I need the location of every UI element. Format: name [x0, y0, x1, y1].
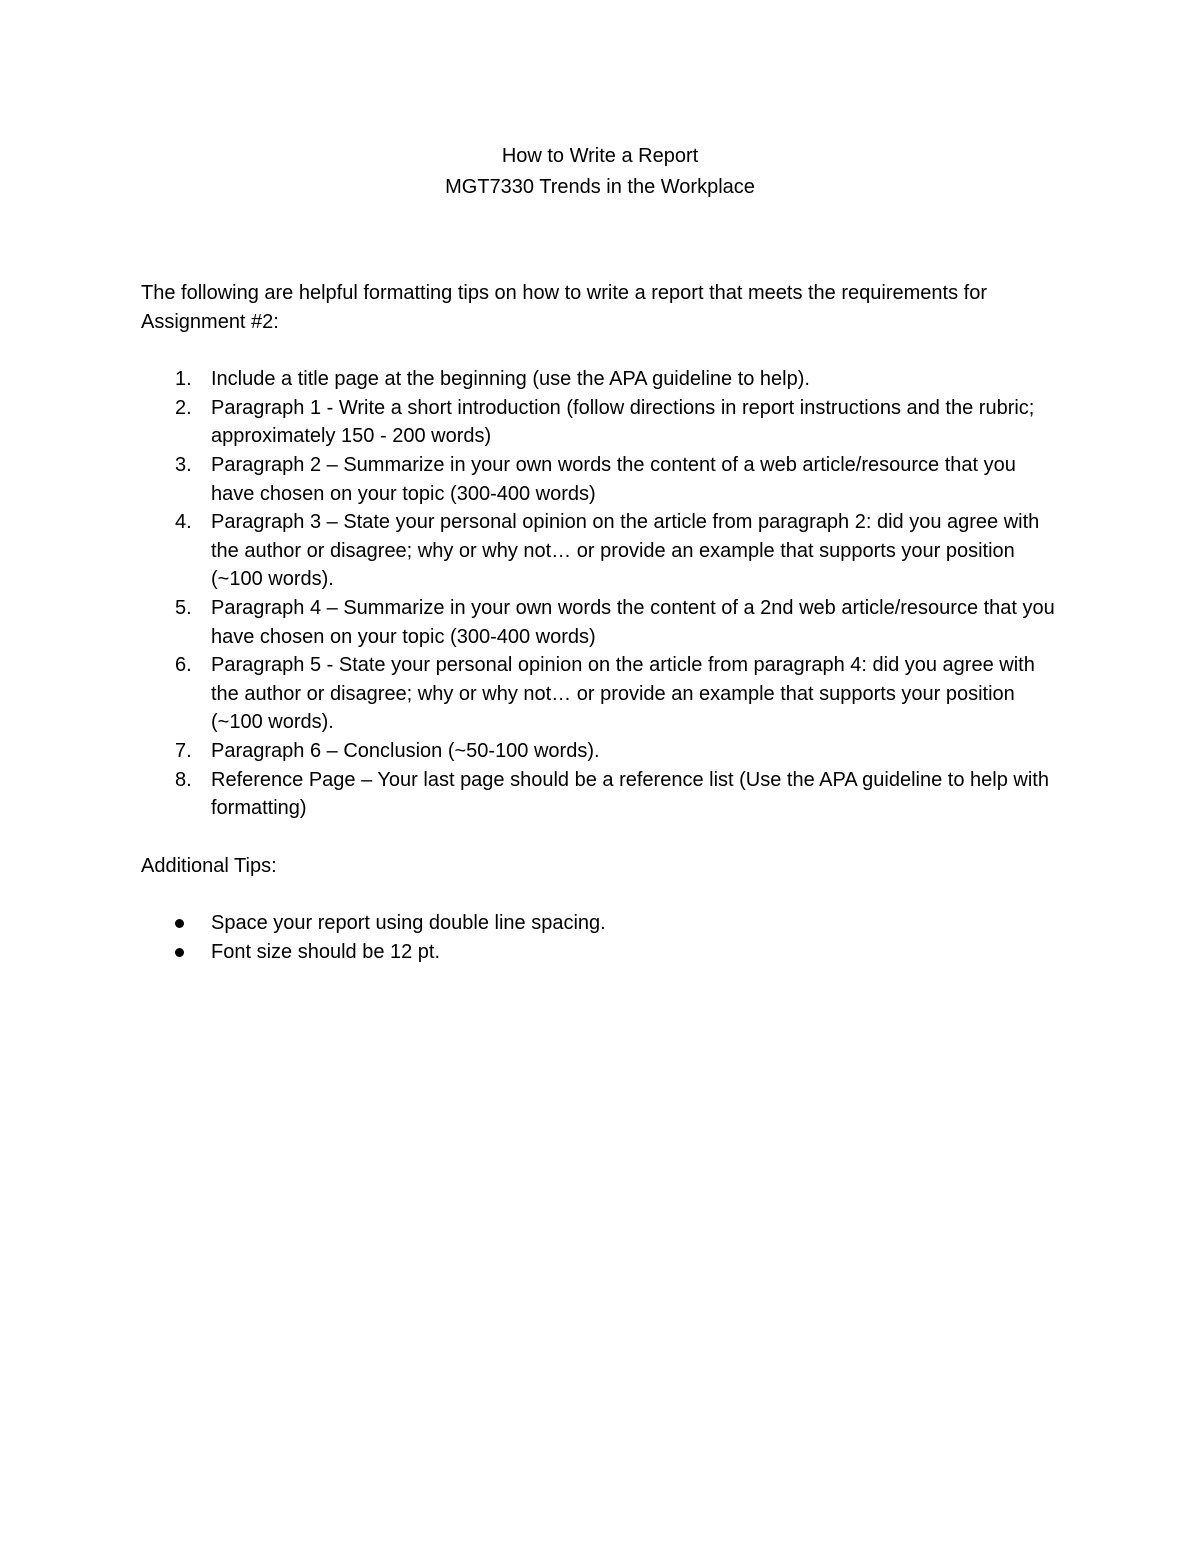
title-block: [0, 141, 1200, 203]
list-item: [141, 451, 1061, 508]
list-item-number: 6.: [175, 654, 192, 677]
steps-list: [141, 365, 1061, 823]
list-item-number: 7.: [175, 739, 192, 762]
tips-list: [141, 909, 1061, 966]
document-body: [141, 279, 1061, 966]
list-item-number: 4.: [175, 511, 192, 534]
list-item: [141, 594, 1061, 651]
list-item: [141, 508, 1061, 594]
intro-paragraph: The following are helpful formatting tips on how to write a report that meets the requirements for Assignment #2:: [141, 282, 987, 333]
list-item-text: Paragraph 6 – Conclusion (~50-100 words).: [211, 739, 600, 762]
list-item-text: Paragraph 2 – Summarize in your own words the content of a web article/resource that you have chosen on your topic (300-400 words): [211, 453, 1016, 505]
list-item-text: Paragraph 5 - State your personal opinion on the article from paragraph 4: did you agree with the author or disagree; why or why not… or provide an example that supports your position (~100 words).: [211, 654, 1035, 734]
list-item: [141, 766, 1061, 823]
bullet-item-text: Space your report using double line spacing.: [211, 912, 606, 935]
bullet-icon: [175, 948, 184, 957]
list-item: [141, 394, 1061, 451]
list-item-number: 8.: [175, 768, 192, 791]
additional-tips-heading: Additional Tips:: [141, 854, 277, 877]
list-item-number: 3.: [175, 453, 192, 476]
list-item-number: 1.: [175, 368, 192, 391]
bullet-item-text: Font size should be 12 pt.: [211, 940, 441, 963]
list-item-text: Paragraph 3 – State your personal opinion on the article from paragraph 2: did you agree with the author or disagree; why or why not… or provide an example that supports your position (~100 words).: [211, 511, 1040, 591]
list-item-text: Include a title page at the beginning (use the APA guideline to help).: [211, 368, 810, 391]
list-item: [141, 651, 1061, 737]
list-item-text: Paragraph 4 – Summarize in your own words the content of a 2nd web article/resource that you have chosen on your topic (300-400 words): [211, 596, 1055, 648]
document-subtitle: MGT7330 Trends in the Workplace: [445, 176, 755, 198]
list-item-text: Paragraph 1 - Write a short introduction (follow directions in report instructions and the rubric; approximately 150 - 200 words): [211, 396, 1035, 448]
bullet-item: [141, 938, 1061, 967]
list-item-text: Reference Page – Your last page should be a reference list (Use the APA guideline to help with formatting): [211, 768, 1049, 820]
document-title: How to Write a Report: [501, 145, 699, 167]
list-item: [141, 365, 1061, 394]
bullet-item: [141, 909, 1061, 938]
list-item: [141, 737, 1061, 766]
bullet-icon: [175, 919, 184, 928]
list-item-number: 5.: [175, 596, 192, 619]
list-item-number: 2.: [175, 396, 192, 419]
